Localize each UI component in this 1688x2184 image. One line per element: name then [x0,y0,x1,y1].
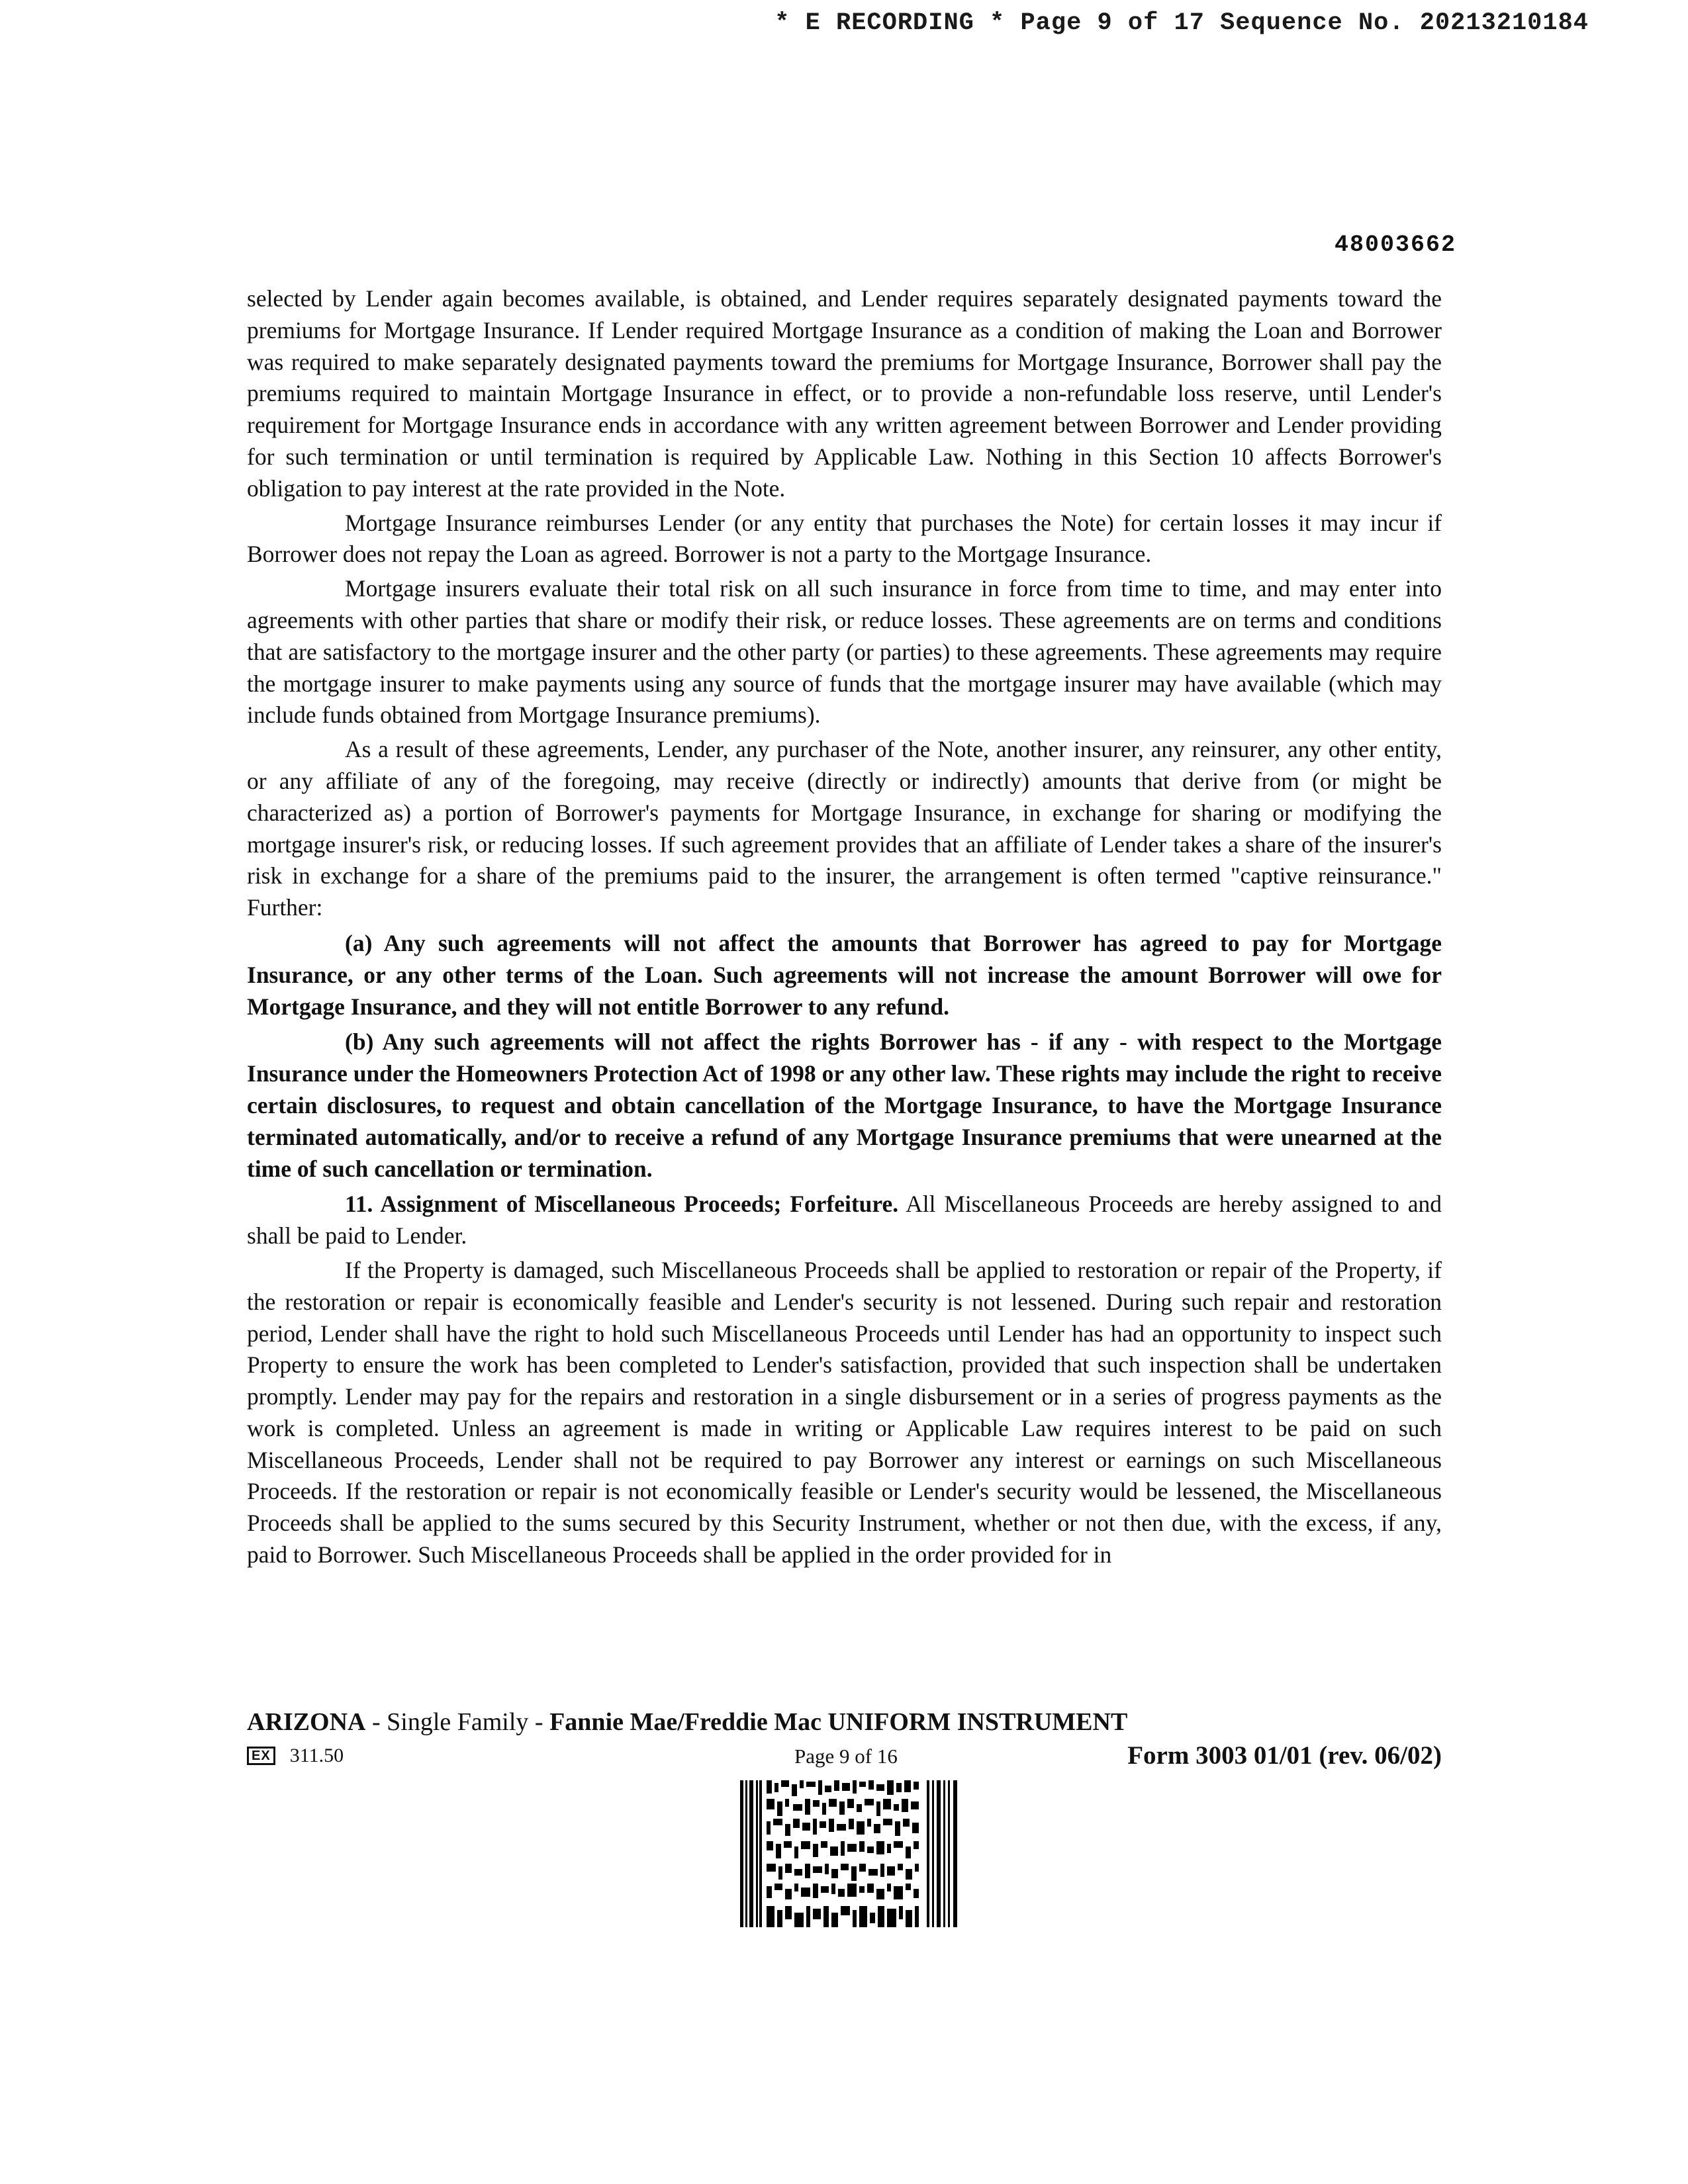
section-11 [247,1189,1442,1252]
form-code [247,1745,344,1767]
paragraph-property-damaged: If the Property is damaged, such Miscellaneous Proceeds shall be applied to restoration or repair of the Property, if the restoration or repair is economically feasible and Lender's security is not lessened. During such repair and restoration period, Lender shall have the right to hold such Miscellaneous Proceeds until Lender has had an opportunity to inspect such Property to ensure the work has been completed to Lender's satisfaction, provided that such inspection shall be undertaken promptly. Lender may pay for the repairs and restoration in a single disbursement or in a series of progress payments as the work is completed. Unless an agreement is made in writing or Applicable Law requires interest to be paid on such Miscellaneous Proceeds, Lender shall not be required to pay Borrower any interest or earnings on such Miscellaneous Proceeds. If the restoration or repair is not economically feasible or Lender's security would be lessened, the Miscellaneous Proceeds shall be applied to the sums secured by this Security Instrument, whether or not then due, with the excess, if any, paid to Borrower. Such Miscellaneous Proceeds shall be applied in the order provided for in [247,1256,1442,1569]
recording-stamp: * E RECORDING * Page 9 of 17 Sequence No. 20213210184 [774,9,1589,37]
paragraph-clause-a: (a) Any such agreements will not affect the amounts that Borrower has agreed to pay for Mortgage Insurance, or any other terms of the Loan. Such agreements will not increase the amount Borrower will owe for Mortgage Insurance, and they will not entitle Borrower to any refund. [247,929,1442,1020]
form-code-number: 311.50 [289,1745,344,1766]
footer-state: ARIZONA [247,1708,366,1736]
paragraph-mi-reimburses: Mortgage Insurance reimburses Lender (or any entity that purchases the Note) for certain losses it may incur if Borrower does not repay the Loan as agreed. Borrower is not a party to the Mortgage Insurance. [247,509,1442,568]
paragraph-mi-insurers: Mortgage insurers evaluate their total risk on all such insurance in force from time to time, and may enter into agreements with other parties that share or modify their risk, or reduce losses. These agreements are on terms and conditions that are satisfactory to the mortgage insurer and the other party (or parties) to these agreements. These agreements may require the mortgage insurer to make payments using any source of funds that the mortgage insurer may have available (which may include funds obtained from Mortgage Insurance premiums). [247,575,1442,729]
paragraph-mortgage-insurance-continued: selected by Lender again becomes available, is obtained, and Lender requires separately designated payments toward the premiums for Mortgage Insurance. If Lender required Mortgage Insurance as a condition of making the Loan and Borrower was required to make separately designated payments toward the premiums for Mortgage Insurance, Borrower shall pay the premiums required to maintain Mortgage Insurance in effect, or to provide a non-refundable loss reserve, until Lender's requirement for Mortgage Insurance ends in accordance with any written agreement between Borrower and Lender providing for such termination or until termination is required by Applicable Law. Nothing in this Section 10 affects Borrower's obligation to pay interest at the rate provided in the Note. [247,285,1442,502]
form-number-label: Form 3003 01/01 (rev. 06/02) [1127,1741,1442,1770]
section-11-heading: 11. Assignment of Miscellaneous Proceeds; Forfeiture. [345,1191,899,1218]
document-body [247,283,1442,1574]
page-number-label: Page 9 of 16 [794,1745,898,1768]
barcode-icon [740,1780,959,1927]
footer-row [247,1741,1442,1774]
footer-instrument-title [247,1707,1127,1737]
document-number: 48003662 [1334,232,1456,258]
section-11-text: All Miscellaneous Proceeds are hereby assigned to and shall be paid to Lender. [247,1191,1442,1250]
ex-logo: EX [247,1747,275,1765]
paragraph-agreements-result: As a result of these agreements, Lender, any purchaser of the Note, another insurer, any reinsurer, any other entity, or any affiliate of any of the foregoing, may receive (directly or indirectly) amounts that derive from (or might be characterized as) a portion of Borrower's payments for Mortgage Insurance, in exchange for sharing or modifying the mortgage insurer's risk, or reducing losses. If such agreement provides that an affiliate of Lender takes a share of the insurer's risk in exchange for a share of the premiums paid to the insurer, the arrangement is often termed "captive reinsurance." Further: [247,736,1442,921]
footer-title: Fannie Mae/Freddie Mac UNIFORM INSTRUMENT [549,1708,1128,1736]
paragraph-clause-b: (b) Any such agreements will not affect the rights Borrower has - if any - with respect to the Mortgage Insurance under the Homeowners Protection Act of 1998 or any other law. These rights may include the right to receive certain disclosures, to request and obtain cancellation of the Mortgage Insurance, to have the Mortgage Insurance terminated automatically, and/or to receive a refund of any Mortgage Insurance premiums that were unearned at the time of such cancellation or termination. [247,1028,1442,1182]
footer-separator: - Single Family - [365,1708,550,1736]
